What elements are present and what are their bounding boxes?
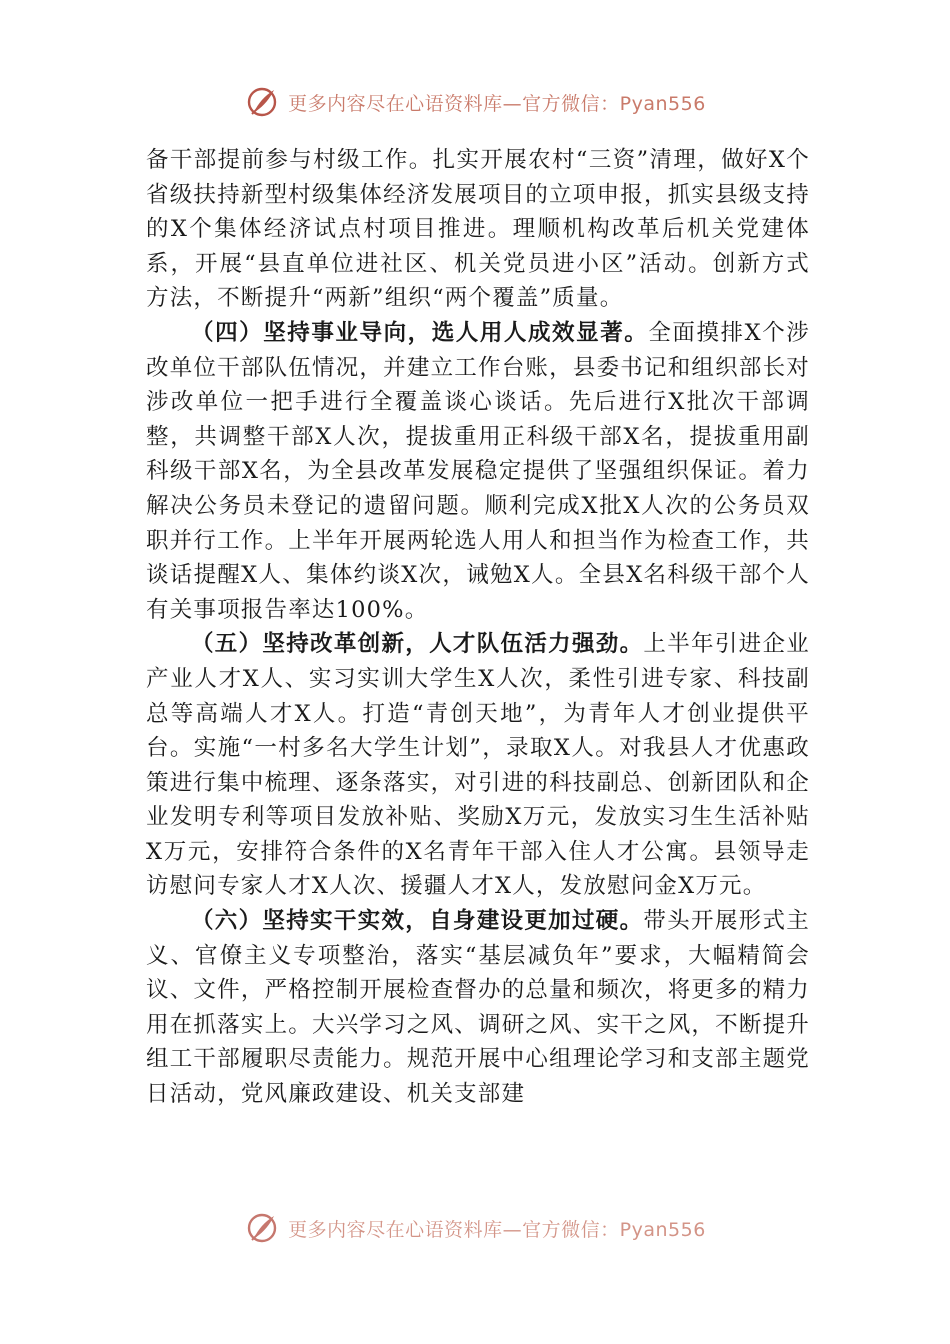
watermark-text: 更多内容尽在心语资料库—官方微信：Pyan556 xyxy=(288,92,706,115)
paragraph-continued: 备干部提前参与村级工作。扎实开展农村“三资”清理，做好X个省级扶持新型村级集体经济发展项目的立项申报，抓实县级支持的X个集体经济试点村项目推进。理顺机构改革后机关党建体系，开展“县直单位进社区、机关党员进小区”活动。创新方式方法，不断提升“两新”组织“两个覆盖”质量。 xyxy=(146,147,810,312)
section-6 xyxy=(146,904,810,1112)
quill-logo-icon xyxy=(244,84,280,120)
section-6-heading: （六）坚持实干实效，自身建设更加过硬。 xyxy=(191,908,644,935)
section-6-body: 带头开展形式主义、官僚主义专项整治，落实“基层减负年”要求，大幅精简会议、文件，严格控制开展检查督办的总量和频次，将更多的精力用在抓落实上。大兴学习之风、调研之风、实干之风，不断提升组工干部履职尽责能力。规范开展中心组理论学习和支部主题党日活动，党风廉政建设、机关支部建 xyxy=(146,908,810,1108)
watermark-header xyxy=(0,84,950,120)
section-4 xyxy=(146,316,810,627)
section-5-heading: （五）坚持改革创新，人才队伍活力强劲。 xyxy=(191,631,644,658)
document-body xyxy=(146,143,810,1112)
section-5 xyxy=(146,627,810,904)
section-5-body: 上半年引进企业产业人才X人、实习实训大学生X人次，柔性引进专家、科技副总等高端人才X人。打造“青创天地”，为青年人才创业提供平台。实施“一村多名大学生计划”，录取X人。对我县人才优惠政策进行集中梳理、逐条落实，对引进的科技副总、创新团队和企业发明专利等项目发放补贴、奖励X万元，发放实习生生活补贴X万元，安排符合条件的X名青年干部入住人才公寓。县领导走访慰问专家人才X人次、援疆人才X人，发放慰问金X万元。 xyxy=(146,631,810,900)
section-4-heading: （四）坚持事业导向，选人用人成效显著。 xyxy=(191,319,649,346)
section-4-body: 全面摸排X个涉改单位干部队伍情况，并建立工作台账，县委书记和组织部长对涉改单位一把手进行全覆盖谈心谈话。先后进行X批次干部调整，共调整干部X人次，提拔重用正科级干部X名，提拔重用副科级干部X名，为全县改革发展稳定提供了坚强组织保证。着力解决公务员未登记的遗留问题。顺利完成X批X人次的公务员双职并行工作。上半年开展两轮选人用人和担当作为检查工作，共谈话提醒X人、集体约谈X次，诫勉X人。全县X名科级干部个人有关事项报告率达100%。 xyxy=(146,319,810,623)
quill-logo-icon xyxy=(244,1210,280,1246)
watermark-text: 更多内容尽在心语资料库—官方微信：Pyan556 xyxy=(288,1218,706,1241)
watermark-footer xyxy=(0,1210,950,1246)
